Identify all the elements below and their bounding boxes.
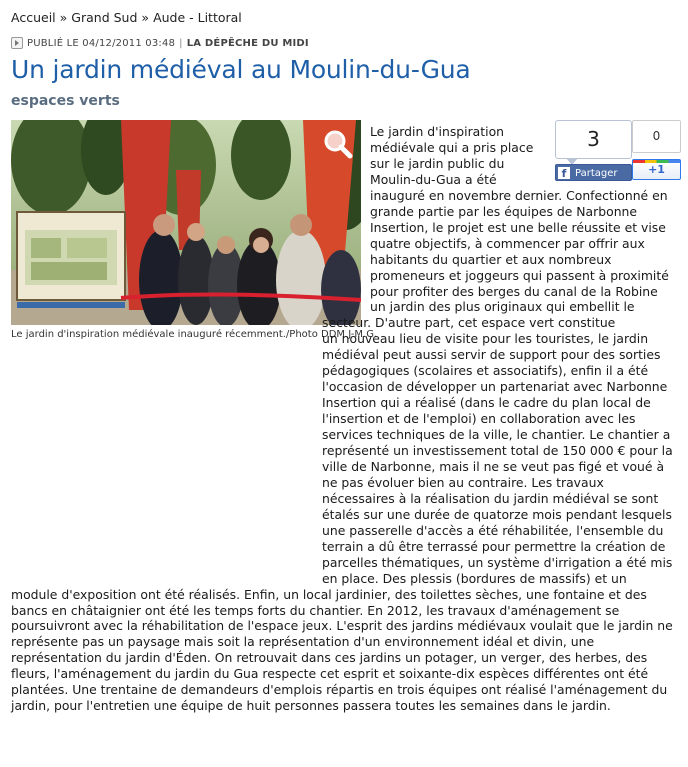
- article-line: ne pas évoluer bien au contraire. Les travaux: [322, 474, 604, 490]
- article-line: représentation du jardin d'Éden. On retrouvait dans ces jardins un potager, un verger, des herbes, des: [11, 650, 648, 666]
- article-line: Le jardin d'inspiration: [370, 124, 505, 139]
- article-line: médiévale qui a pris place: [370, 139, 534, 155]
- article-line: médiéval peut aussi servir de support pour des sorties: [322, 347, 661, 363]
- article-line: en place. Des plessis (bordures de massifs) et un: [322, 570, 627, 586]
- plusone-button[interactable]: +1: [632, 159, 681, 180]
- article-line: poursuivront avec la réhabilitation de l'espace jeux. L'esprit des jardins médiévaux voulait que le jardin ne: [11, 618, 673, 634]
- facebook-share-button[interactable]: [555, 164, 632, 181]
- meta-divider: |: [179, 37, 183, 49]
- breadcrumb-separator: »: [59, 10, 68, 25]
- facebook-share-label: Partager: [575, 168, 618, 179]
- photo-caption: Le jardin d'inspiration médiévale inauguré récemment./Photo DDM J-M.G.: [11, 329, 378, 340]
- publication-date: PUBLIÉ LE 04/12/2011 03:48: [27, 37, 176, 49]
- article-line: bancs en châtaignier ont été les temps forts du chantier. En 2012, les travaux d'aménagement se: [11, 602, 620, 618]
- article-line: secteur. D'autre part, cet espace vert constitue: [322, 315, 616, 331]
- facebook-share-count: 3: [555, 120, 632, 159]
- article-line: parcelles thématiques, un système d'irrigation a été mis: [322, 554, 673, 570]
- publication-meta: [11, 37, 309, 49]
- breadcrumb-home[interactable]: Accueil: [11, 10, 56, 25]
- article-line: module d'exposition ont été réalisés. Enfin, un local jardinier, des toilettes sèches, une fontaine et des: [11, 586, 647, 602]
- article-line: ville de Narbonne, mais il ne se veut pas figé et voué à: [322, 458, 665, 474]
- breadcrumb: [11, 10, 242, 25]
- article-line: l'insertion et de l'emploi) en collaboration avec les: [322, 411, 636, 427]
- article-line: Insertion, le projet est une belle réussite et vise: [370, 219, 666, 235]
- facebook-icon: f: [558, 167, 570, 179]
- article-line: terrain a dû être terrassé pour permettre la création de: [322, 538, 666, 554]
- article-line: habitants du quartier et aux nombreux: [370, 251, 612, 267]
- article-line: Moulin-du-Gua a été: [370, 171, 497, 187]
- article-line: une passerelle d'accès a été réhabilitée, l'ensemble du: [322, 522, 664, 538]
- article-category: espaces verts: [11, 93, 120, 109]
- breadcrumb-grand-sud[interactable]: Grand Sud: [71, 10, 138, 25]
- article-line: étalés sur une durée de quatorze mois pendant lesquels: [322, 506, 672, 522]
- article-line: plantées. Une trentaine de demandeurs d'emplois répartis en trois équipes ont réalisé l'aménagement du: [11, 682, 668, 698]
- article-line: représenté un investissement total de 150 000 € pour la: [322, 443, 673, 458]
- magnifier-icon[interactable]: [323, 129, 353, 159]
- article-line: Insertion qui a réalisé (dans le cadre du plan local de: [322, 395, 651, 411]
- article-photo[interactable]: [11, 120, 361, 325]
- article-line: inauguré en novembre dernier. Confectionné en: [370, 187, 668, 203]
- article-line: quatre objectifs, à commencer par offrir aux: [370, 235, 645, 251]
- article-line: un nouveau lieu de visite pour les touristes, le jardin: [322, 331, 649, 347]
- article-line: fleurs, l'aménagement du jardin du Gua respecte cet esprit et soixante-dix espèces différentes ont été: [11, 666, 649, 682]
- article-line: pour profiter des berges du canal de la Robine: [370, 283, 658, 299]
- google-plusone-widget: [632, 120, 681, 180]
- facebook-share-widget: [555, 120, 632, 180]
- breadcrumb-aude-littoral[interactable]: Aude - Littoral: [153, 10, 242, 25]
- article-line: nécessaires à la réalisation du jardin médiéval se sont: [322, 490, 659, 506]
- arrow-right-icon: [11, 37, 23, 49]
- article-title: Un jardin médiéval au Moulin-du-Gua: [11, 55, 471, 84]
- article-line: un jardin des plus originaux qui embellit le: [370, 299, 635, 315]
- breadcrumb-separator: »: [141, 10, 150, 25]
- article-line: grande partie par les équipes de Narbonne: [370, 203, 638, 219]
- plusone-count: 0: [632, 120, 681, 153]
- article-line: services techniques de la ville, le chantier. Le chantier a: [322, 427, 671, 443]
- article-line: l'occasion de développer un partenariat avec Narbonne: [322, 379, 668, 395]
- article-line: pédagogiques (scolaires et associatifs), enfin il a été: [322, 363, 649, 379]
- source-name: LA DÉPÊCHE DU MIDI: [186, 37, 309, 49]
- article-line: représente pas un paysage mais soit la représentation d'un environnement idéal et divin, une: [11, 634, 595, 650]
- article-line: jardin, pour l'entretien une équipe de huit personnes passera toutes les semaines dans le jardin.: [11, 698, 611, 714]
- article-line: sur le jardin public du: [370, 155, 505, 171]
- article-line: promeneurs et joggeurs qui passent à proximité: [370, 267, 669, 283]
